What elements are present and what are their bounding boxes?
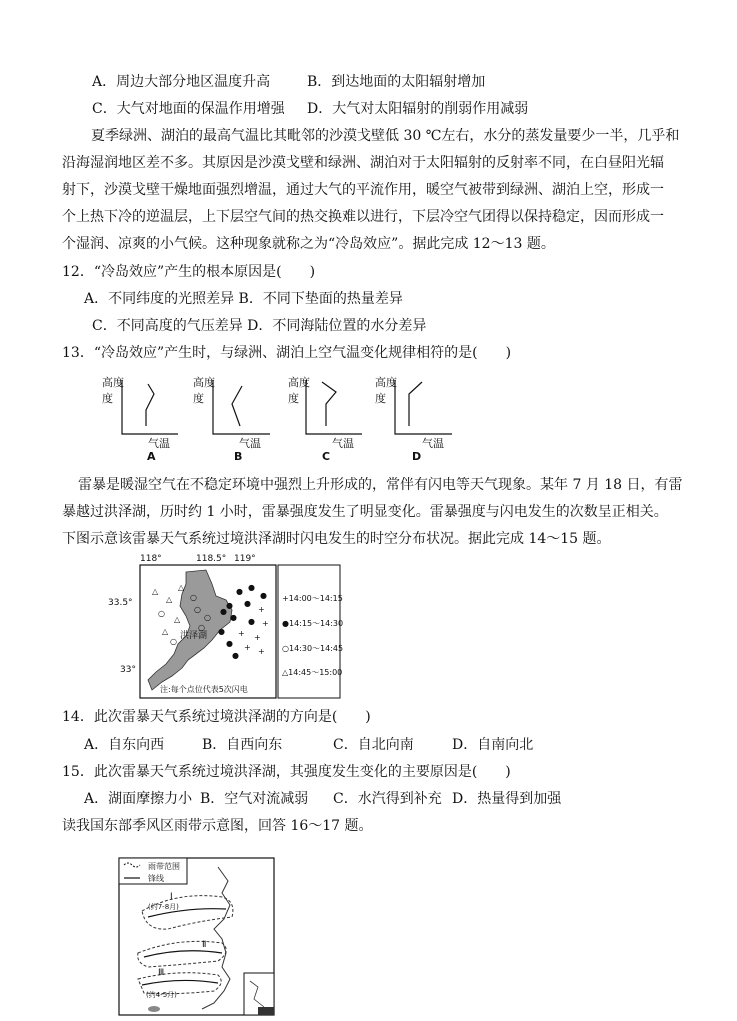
legend-row-1 [282, 593, 343, 604]
passage2-line: 下图示意该雷暴天气系统过境洪泽湖时闪电发生的时空分布状况。据此完成 14～15 题。 [62, 531, 611, 547]
q13-stem: 13．“冷岛效应”产生时，与绿洲、湖泊上空气温变化规律相符的是( ) [62, 345, 512, 361]
svg-text:●: ● [220, 607, 227, 616]
graph-a-curve [146, 384, 154, 426]
passage1-line: 沿海湿润地区差不多。其原因是沙漠戈壁和绿洲、湖泊对于太阳辐射的反射率不同，在白昼阳光辐 [62, 155, 664, 171]
svg-text:+: + [238, 629, 245, 638]
q13-graphs [100, 372, 470, 460]
legend-text: 14:15～14:30 [288, 619, 344, 628]
legend-text: 14:45～15:00 [288, 668, 343, 677]
zone-1-time: (约7-8月) [148, 903, 179, 911]
legend-text: 14:30～14:45 [288, 644, 344, 653]
zone-1-label: Ⅰ [170, 892, 173, 902]
q14-option-c: C．自北向南 [333, 737, 414, 753]
svg-text:+: + [254, 633, 261, 642]
q11-option-b: B．到达地面的太阳辐射增加 [307, 74, 486, 90]
passage2-line: 暴越过洪泽湖，历时约 1 小时，雷暴强度发生了明显变化。雷暴强度与闪电发生的次数呈正相关。 [62, 504, 668, 520]
q14-option-d: D．自南向北 [452, 737, 534, 753]
svg-text:●: ● [244, 599, 251, 608]
legend-rain-label: 雨带范围 [148, 862, 180, 871]
graph-c-x-label: 气温 [332, 437, 354, 450]
graph-c-y-label-2: 度 [288, 392, 299, 405]
q11-option-a: A．周边大部分地区温度升高 [92, 74, 271, 90]
graph-d [375, 375, 452, 460]
svg-text:+: + [258, 605, 265, 614]
graph-d-y-label: 高度 [375, 376, 397, 389]
zone-3-label: Ⅲ [158, 968, 165, 978]
svg-text:△: △ [162, 627, 169, 636]
svg-text:○: ○ [198, 623, 205, 632]
q12-stem: 12．“冷岛效应”产生的根本原因是( ) [62, 264, 316, 280]
graph-b-letter: B [234, 450, 243, 460]
hainan-island [148, 1006, 160, 1012]
legend-symbol: + [282, 594, 289, 603]
intro-16-17: 读我国东部季风区雨带示意图，回答 16～17 题。 [62, 818, 373, 834]
legend-row-4 [282, 667, 342, 678]
passage2-line: 雷暴是暖湿空气在不稳定环境中强烈上升形成的，常伴有闪电等天气现象。某年 7 月 18 日，有雷 [78, 477, 683, 493]
svg-text:+: + [244, 643, 251, 652]
q11-option-c: C．大气对地面的保温作用增强 [92, 101, 285, 117]
legend-text: 14:00～14:15 [288, 594, 343, 603]
passage1-line: 个湿润、凉爽的小气候。这种现象就称之为“冷岛效应”。据此完成 12～13 题。 [62, 236, 555, 252]
svg-text:△: △ [178, 583, 185, 592]
lat-label: 33.5° [108, 598, 133, 608]
svg-text:+: + [262, 619, 269, 628]
graph-b-curve [232, 386, 242, 426]
graph-a-y-label: 高度 [102, 376, 124, 389]
legend-symbol: △ [282, 668, 289, 677]
graph-a-x-label: 气温 [148, 437, 170, 450]
graph-d-letter: D [412, 450, 422, 460]
rain-belt-map [118, 857, 278, 1017]
svg-text:●: ● [226, 601, 233, 610]
legend-symbol: ○ [282, 644, 289, 653]
lon-label: 119° [234, 554, 256, 564]
passage1-line: 夏季绿洲、湖泊的最高气温比其毗邻的沙漠戈壁低 30 ℃左右，水分的蒸发量要少一半，几乎和 [91, 128, 680, 144]
passage1-line: 个上热下冷的逆温层，上下层空气间的热交换难以进行，下层冷空气团得以保持稳定，因而形成一 [62, 209, 664, 225]
lon-label: 118.5° [196, 554, 227, 564]
svg-text:○: ○ [194, 605, 201, 614]
graph-b [193, 375, 270, 460]
svg-text:●: ● [236, 587, 243, 596]
graph-a-y-label-2: 度 [102, 392, 113, 405]
graph-c-curve [322, 382, 336, 426]
q15-option-c: C．水汽得到补充 [333, 791, 442, 807]
graph-a [102, 375, 178, 460]
q11-option-d: D．大气对太阳辐射的削弱作用减弱 [307, 101, 529, 117]
q12-options-cd: C．不同高度的气压差异 D．不同海陆位置的水分差异 [92, 318, 427, 334]
svg-text:+: + [258, 647, 265, 656]
svg-text:●: ● [230, 613, 237, 622]
q14-stem: 14．此次雷暴天气系统过境洪泽湖的方向是( ) [62, 709, 371, 725]
q12-options-ab: A．不同纬度的光照差异 B．不同下垫面的热量差异 [84, 291, 403, 307]
legend-symbol: ● [282, 619, 289, 628]
zone-2-label: Ⅱ [202, 940, 207, 950]
zone-3-time: (约4-5月) [146, 991, 177, 999]
svg-text:●: ● [248, 617, 255, 626]
graph-d-x-label: 气温 [422, 437, 444, 450]
passage1-line: 射下，沙漠戈壁干燥地面强烈增温，通过大气的平流作用，暖空气被带到绿洲、湖泊上空，形成一 [62, 182, 664, 198]
q15-option-d: D．热量得到加强 [452, 791, 562, 807]
graph-c [288, 375, 362, 460]
svg-text:●: ● [232, 651, 239, 660]
svg-text:△: △ [166, 595, 173, 604]
graph-b-y-label: 高度 [193, 376, 215, 389]
graph-c-y-label: 高度 [288, 376, 310, 389]
graph-b-x-label: 气温 [239, 437, 261, 450]
svg-text:○: ○ [190, 593, 197, 602]
q15-stem: 15．此次雷暴天气系统过境洪泽湖，其强度发生变化的主要原因是( ) [62, 764, 511, 780]
graph-c-letter: C [322, 450, 331, 460]
svg-text:●: ● [260, 591, 267, 600]
graph-a-letter: A [147, 450, 156, 460]
svg-text:○: ○ [170, 637, 177, 646]
legend-row-3 [282, 643, 343, 654]
q15-option-b: B．空气对流减弱 [200, 791, 309, 807]
legend-row-2 [282, 618, 343, 629]
graph-d-curve [409, 382, 422, 426]
graph-d-y-label-2: 度 [375, 392, 386, 405]
lat-label: 33° [120, 665, 136, 675]
svg-text:●: ● [218, 627, 225, 636]
q14-option-b: B．自西向东 [202, 737, 283, 753]
svg-text:●: ● [226, 639, 233, 648]
map-note: 注:每个点位代表5次闪电 [160, 685, 248, 694]
q14-option-a: A．自东向西 [84, 737, 165, 753]
lon-label: 118° [140, 554, 162, 564]
svg-text:○: ○ [204, 613, 211, 622]
svg-text:△: △ [152, 587, 159, 596]
svg-text:○: ○ [158, 609, 165, 618]
legend-front-label: 锋线 [148, 874, 164, 883]
svg-text:△: △ [174, 615, 181, 624]
graph-b-y-label-2: 度 [193, 392, 204, 405]
svg-text:●: ● [248, 583, 255, 592]
lake-label: 洪泽湖 [180, 631, 208, 641]
q15-option-a: A．湖面摩擦力小 [84, 791, 193, 807]
